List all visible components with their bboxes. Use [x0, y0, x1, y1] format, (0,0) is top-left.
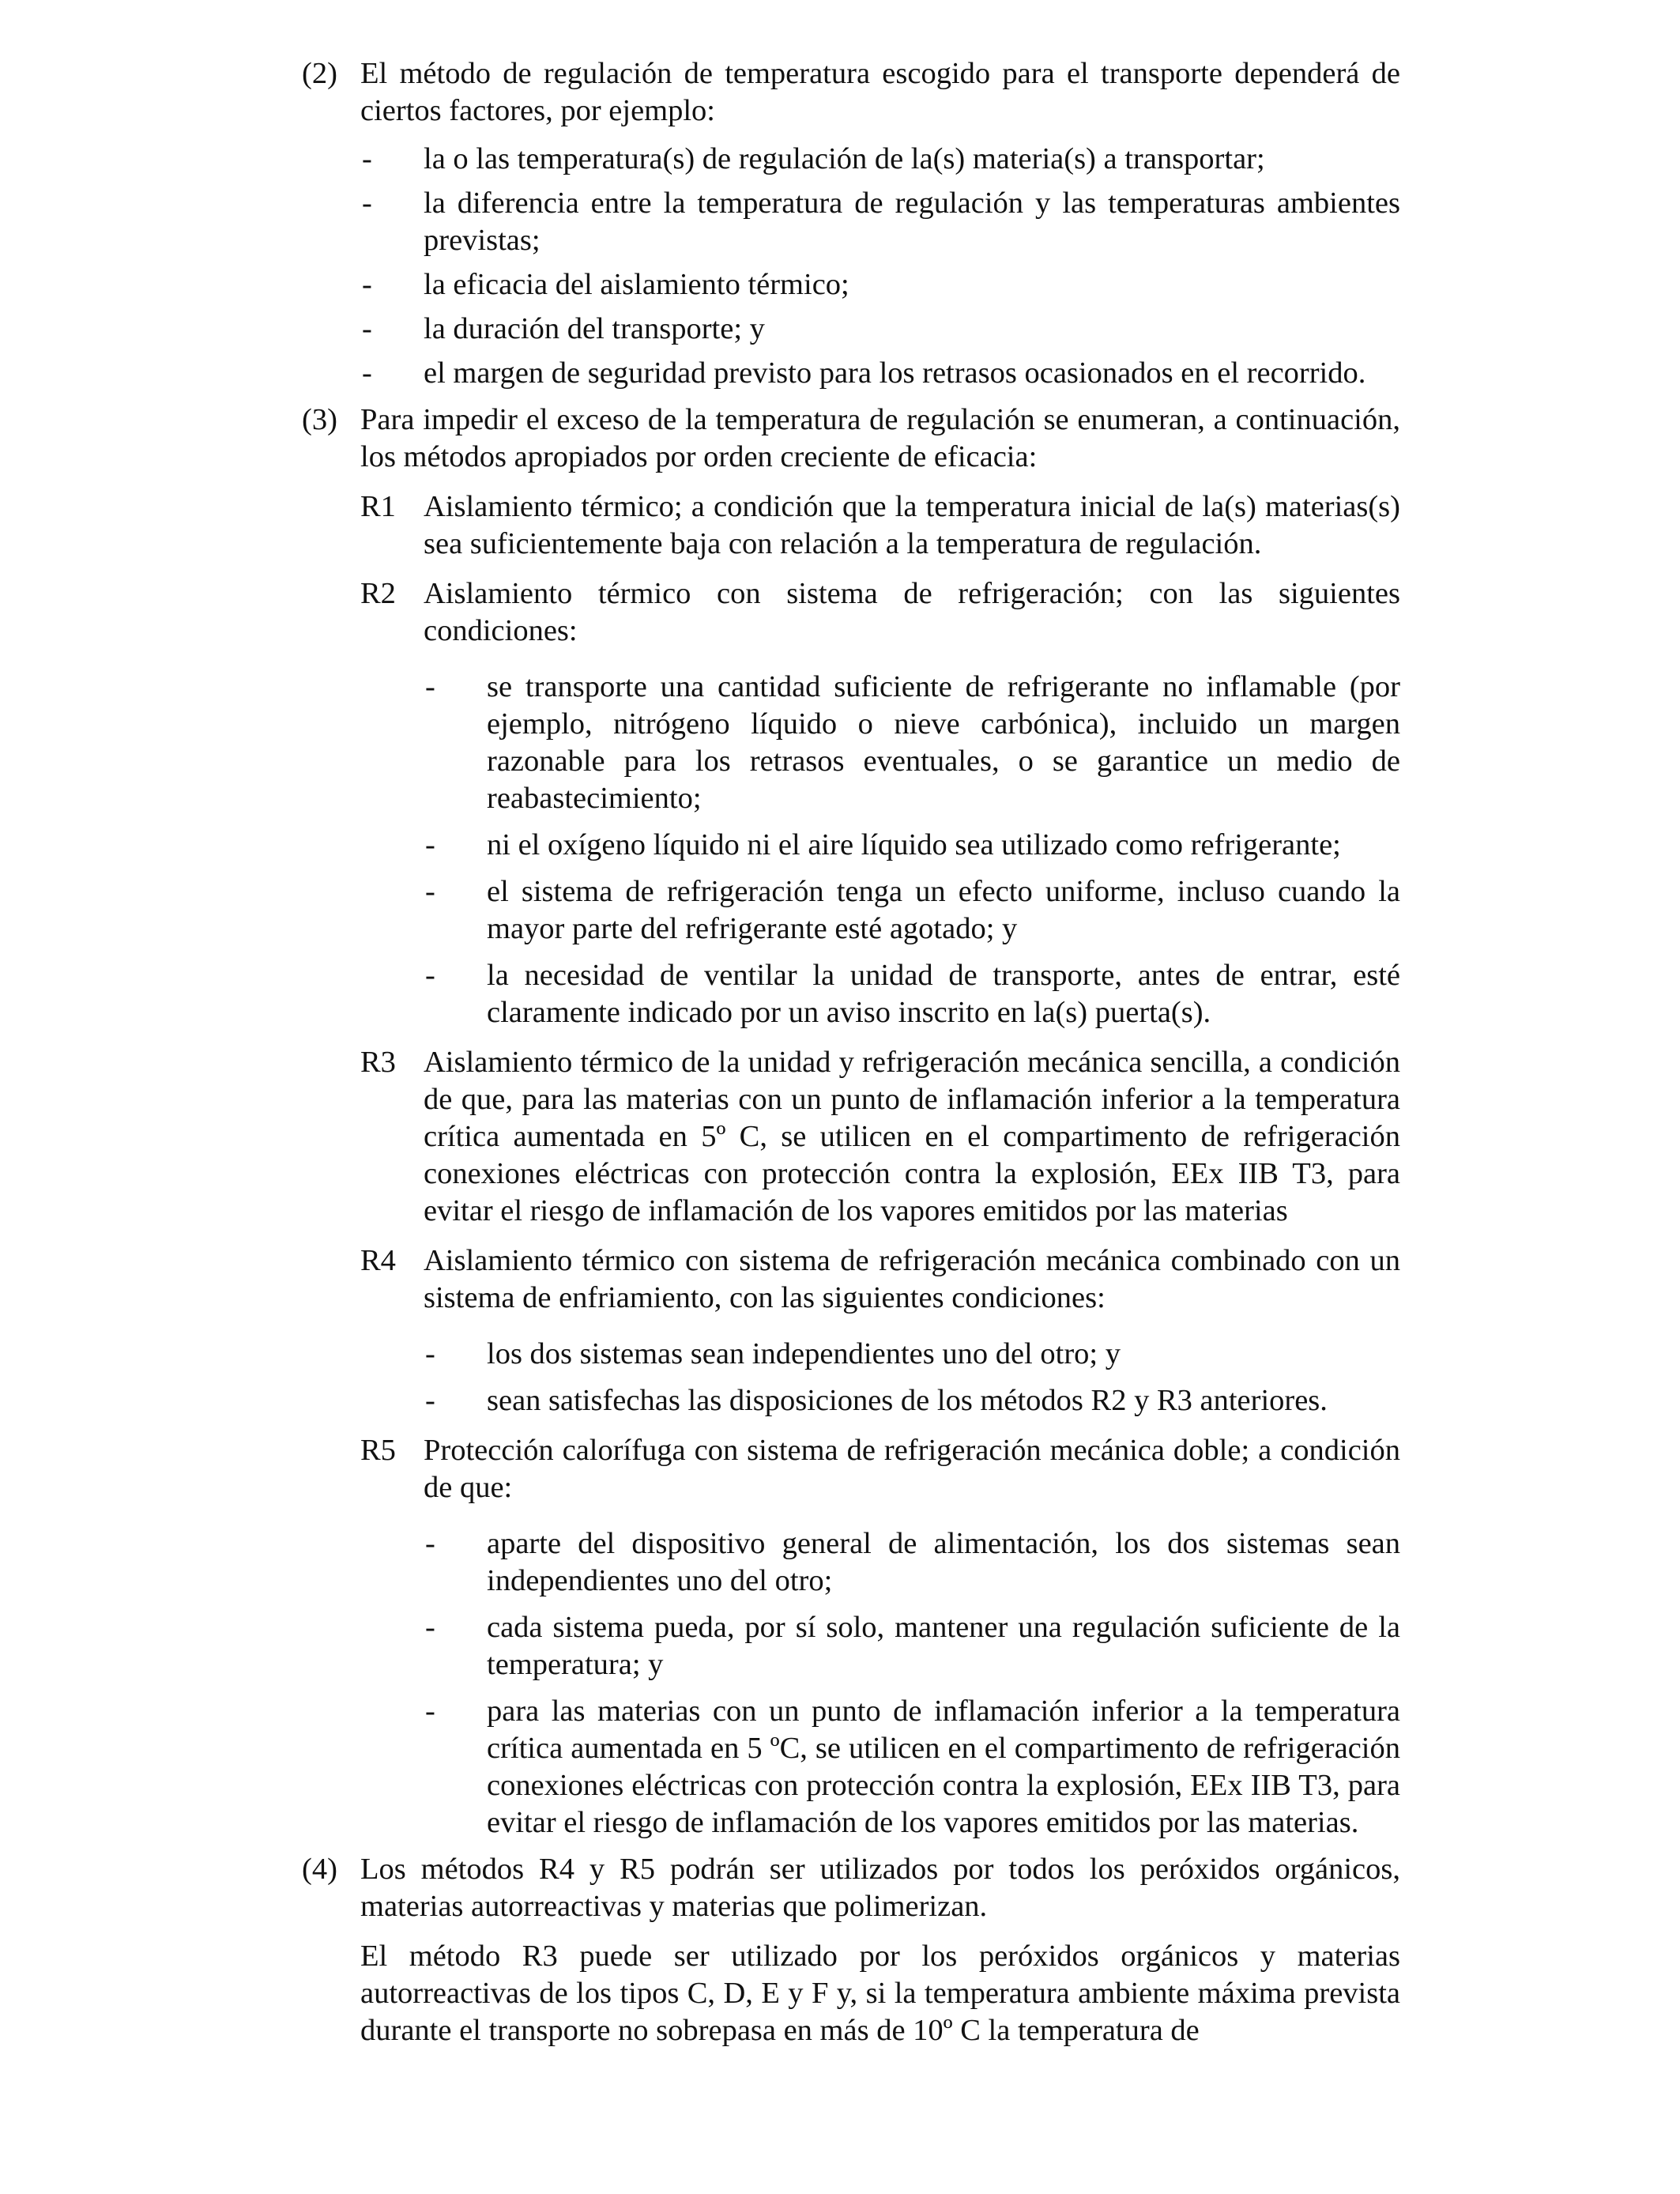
- list-item-text: sean satisfechas las disposiciones de los métodos R2 y R3 anteriores.: [487, 1384, 1328, 1417]
- dash-bullet: -: [425, 1611, 435, 1644]
- method-label: R1: [360, 490, 396, 523]
- list-item-text: aparte del dispositivo general de alimentación, los dos sistemas sean independientes uno del otro;: [487, 1527, 1400, 1597]
- list-item-text: la o las temperatura(s) de regulación de la(s) materia(s) a transportar;: [424, 142, 1265, 175]
- list-item-text: la eficacia del aislamiento térmico;: [424, 268, 849, 301]
- method-text: Protección calorífuga con sistema de refrigeración mecánica doble; a condición de que:: [424, 1434, 1400, 1504]
- paragraph-text: Para impedir el exceso de la temperatura de regulación se enumeran, a continuación, los métodos apropiados por orden creciente de eficacia:: [360, 403, 1400, 473]
- list-item-text: cada sistema pueda, por sí solo, mantener una regulación suficiente de la temperatura; y: [487, 1611, 1400, 1681]
- list-item: [424, 957, 1400, 1031]
- factor-list: [360, 141, 1400, 392]
- paragraph-number: (2): [302, 57, 337, 90]
- method-label: R4: [360, 1244, 396, 1277]
- document-page: [302, 55, 1400, 2049]
- list-item: [360, 311, 1400, 348]
- paragraph-text: Los métodos R4 y R5 podrán ser utilizados por todos los peróxidos orgánicos, materias autorreactivas y materias que polimerizan.: [360, 1853, 1400, 1923]
- paragraph-number: (3): [302, 403, 337, 436]
- paragraph-2: [302, 55, 1400, 392]
- dash-bullet: -: [362, 356, 372, 390]
- list-item: [360, 355, 1400, 392]
- paragraph-4: [302, 1851, 1400, 2049]
- list-item-text: la necesidad de ventilar la unidad de transporte, antes de entrar, esté claramente indicado por un aviso inscrito en la(s) puerta(s).: [487, 959, 1400, 1029]
- list-item: [360, 266, 1400, 303]
- dash-bullet: -: [425, 1527, 435, 1560]
- dash-bullet: -: [425, 1384, 435, 1417]
- paragraph-number: (4): [302, 1853, 337, 1886]
- method-r1: [360, 488, 1400, 563]
- list-item: [424, 1336, 1400, 1373]
- condition-list: [424, 669, 1400, 1031]
- method-r2: [360, 575, 1400, 1031]
- dash-bullet: -: [425, 1695, 435, 1728]
- list-item: [424, 873, 1400, 948]
- list-item-text: los dos sistemas sean independientes uno del otro; y: [487, 1337, 1121, 1370]
- list-item-text: la duración del transporte; y: [424, 312, 765, 345]
- dash-bullet: -: [362, 268, 372, 301]
- method-r4: [360, 1242, 1400, 1419]
- list-item: [424, 1382, 1400, 1419]
- method-text: Aislamiento térmico con sistema de refrigeración; con las siguientes condiciones:: [424, 577, 1400, 647]
- list-item: [424, 1525, 1400, 1600]
- paragraph-3: [302, 401, 1400, 1842]
- dash-bullet: -: [425, 875, 435, 908]
- dash-bullet: -: [425, 1337, 435, 1370]
- method-label: R3: [360, 1046, 396, 1079]
- condition-list: [424, 1336, 1400, 1419]
- list-item: [424, 1609, 1400, 1683]
- method-r5: [360, 1432, 1400, 1842]
- method-label: R5: [360, 1434, 396, 1467]
- list-item-text: ni el oxígeno líquido ni el aire líquido sea utilizado como refrigerante;: [487, 828, 1341, 861]
- method-text: Aislamiento térmico de la unidad y refrigeración mecánica sencilla, a condición de que, para las materias con un punto de inflamación inferior a la temperatura crítica aumentada en 5º C, se utilicen en el compartimento de refrigeración conexiones eléctricas con protección contra la explosión, EEx IIB T3, para evitar el riesgo de inflamación de los vapores emitidos por las materias: [424, 1046, 1400, 1227]
- dash-bullet: -: [425, 959, 435, 992]
- list-item-text: el margen de seguridad previsto para los retrasos ocasionados en el recorrido.: [424, 356, 1366, 390]
- dash-bullet: -: [362, 312, 372, 345]
- condition-list: [424, 1525, 1400, 1842]
- list-item: [360, 141, 1400, 178]
- list-item-text: la diferencia entre la temperatura de regulación y las temperaturas ambientes previstas;: [424, 187, 1400, 257]
- dash-bullet: -: [425, 670, 435, 703]
- list-item-text: el sistema de refrigeración tenga un efecto uniforme, incluso cuando la mayor parte del refrigerante esté agotado; y: [487, 875, 1400, 945]
- paragraph-text: El método de regulación de temperatura escogido para el transporte dependerá de ciertos factores, por ejemplo:: [360, 57, 1400, 127]
- method-label: R2: [360, 577, 396, 610]
- method-text: Aislamiento térmico; a condición que la temperatura inicial de la(s) materias(s) sea suficientemente baja con relación a la temperatura de regulación.: [424, 490, 1400, 560]
- method-text: Aislamiento térmico con sistema de refrigeración mecánica combinado con un sistema de enfriamiento, con las siguientes condiciones:: [424, 1244, 1400, 1314]
- paragraph-continuation: El método R3 puede ser utilizado por los peróxidos orgánicos y materias autorreactivas de los tipos C, D, E y F y, si la temperatura ambiente máxima prevista durante el transporte no sobrepasa en más de 10º C la temperatura de: [360, 1940, 1400, 2047]
- list-item-text: se transporte una cantidad suficiente de refrigerante no inflamable (por ejemplo, nitrógeno líquido o nieve carbónica), incluido un margen razonable para los retrasos eventuales, o se garantice un medio de reabastecimiento;: [487, 670, 1400, 815]
- dash-bullet: -: [362, 142, 372, 175]
- list-item: [360, 185, 1400, 259]
- dash-bullet: -: [362, 187, 372, 220]
- list-item-text: para las materias con un punto de inflamación inferior a la temperatura crítica aumentada en 5 ºC, se utilicen en el compartimento de refrigeración conexiones eléctricas con protección contra la explosión, EEx IIB T3, para evitar el riesgo de inflamación de los vapores emitidos por las materias.: [487, 1695, 1400, 1839]
- method-r3: [360, 1044, 1400, 1230]
- list-item: [424, 1693, 1400, 1842]
- dash-bullet: -: [425, 828, 435, 861]
- list-item: [424, 827, 1400, 864]
- list-item: [424, 669, 1400, 817]
